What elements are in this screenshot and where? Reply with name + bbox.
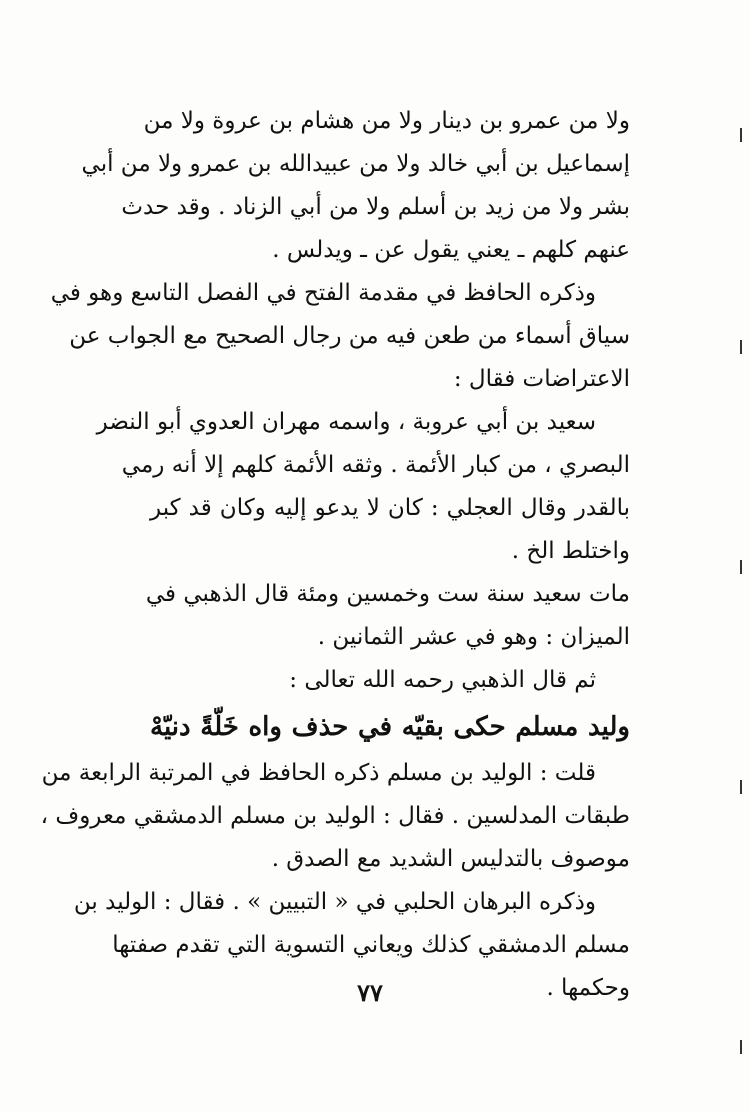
margin-mark (740, 560, 742, 574)
text-line: سعيد بن أبي عروبة ، واسمه مهران العدوي أبو النضر (96, 409, 596, 435)
margin-mark (740, 340, 742, 354)
text-line: واختلط الخ . (511, 538, 630, 564)
page-number: ٧٧ (357, 978, 383, 1007)
paragraph-1 (81, 100, 630, 272)
text-line: ولا من عمرو بن دينار ولا من هشام بن عروة ولا من (143, 108, 630, 134)
text-line: سياق أسماء من طعن فيه من رجال الصحيح مع الجواب عن (69, 323, 630, 349)
text-line: وحكمها . (546, 975, 630, 1001)
text-line: قلت : الوليد بن مسلم ذكره الحافظ في المرتبة الرابعة من (41, 760, 596, 786)
text-line: بالقدر وقال العجلي : كان لا يدعو إليه وكان قد كبر (150, 495, 630, 521)
paragraph-4 (145, 573, 630, 659)
page-body (40, 100, 630, 1010)
text-line: طبقات المدلسين . فقال : الوليد بن مسلم الدمشقي معروف ، (40, 803, 630, 829)
margin-mark (740, 128, 742, 142)
text-line: وذكره الحافظ في مقدمة الفتح في الفصل التاسع وهو في (50, 280, 596, 306)
text-line: البصري ، من كبار الأئمة . وثقه الأئمة كلهم إلا أنه رمي (121, 452, 630, 478)
paragraph-3 (96, 401, 630, 573)
margin-mark (740, 1040, 742, 1054)
paragraph-2 (50, 272, 630, 401)
text-line: ثم قال الذهبي رحمه الله تعالى : (289, 667, 596, 693)
text-line: مسلم الدمشقي كذلك ويعاني التسوية التي تقدم صفتها (112, 932, 630, 958)
text-line: إسماعيل بن أبي خالد ولا من عبيدالله بن عمرو ولا من أبي (81, 151, 630, 177)
text-line: الاعتراضات فقال : (453, 366, 630, 392)
text-line: عنهم كلهم ـ يعني يقول عن ـ ويدلس . (272, 237, 630, 263)
text-line: الميزان : وهو في عشر الثمانين . (317, 624, 630, 650)
paragraph-5 (150, 659, 630, 702)
text-line: وذكره البرهان الحلبي في « التبيين » . فقال : الوليد بن (73, 889, 596, 915)
text-line: موصوف بالتدليس الشديد مع الصدق . (271, 846, 630, 872)
paragraph-6 (40, 752, 630, 881)
poem-verse: وليد مسلم حكى بقيّه في حذف واه خَلّةً دنيّهْ (150, 712, 630, 742)
text-line: مات سعيد سنة ست وخمسين ومئة قال الذهبي في (145, 581, 630, 607)
margin-mark (740, 780, 742, 794)
text-line: بشر ولا من زيد بن أسلم ولا من أبي الزناد . وقد حدث (121, 194, 630, 220)
